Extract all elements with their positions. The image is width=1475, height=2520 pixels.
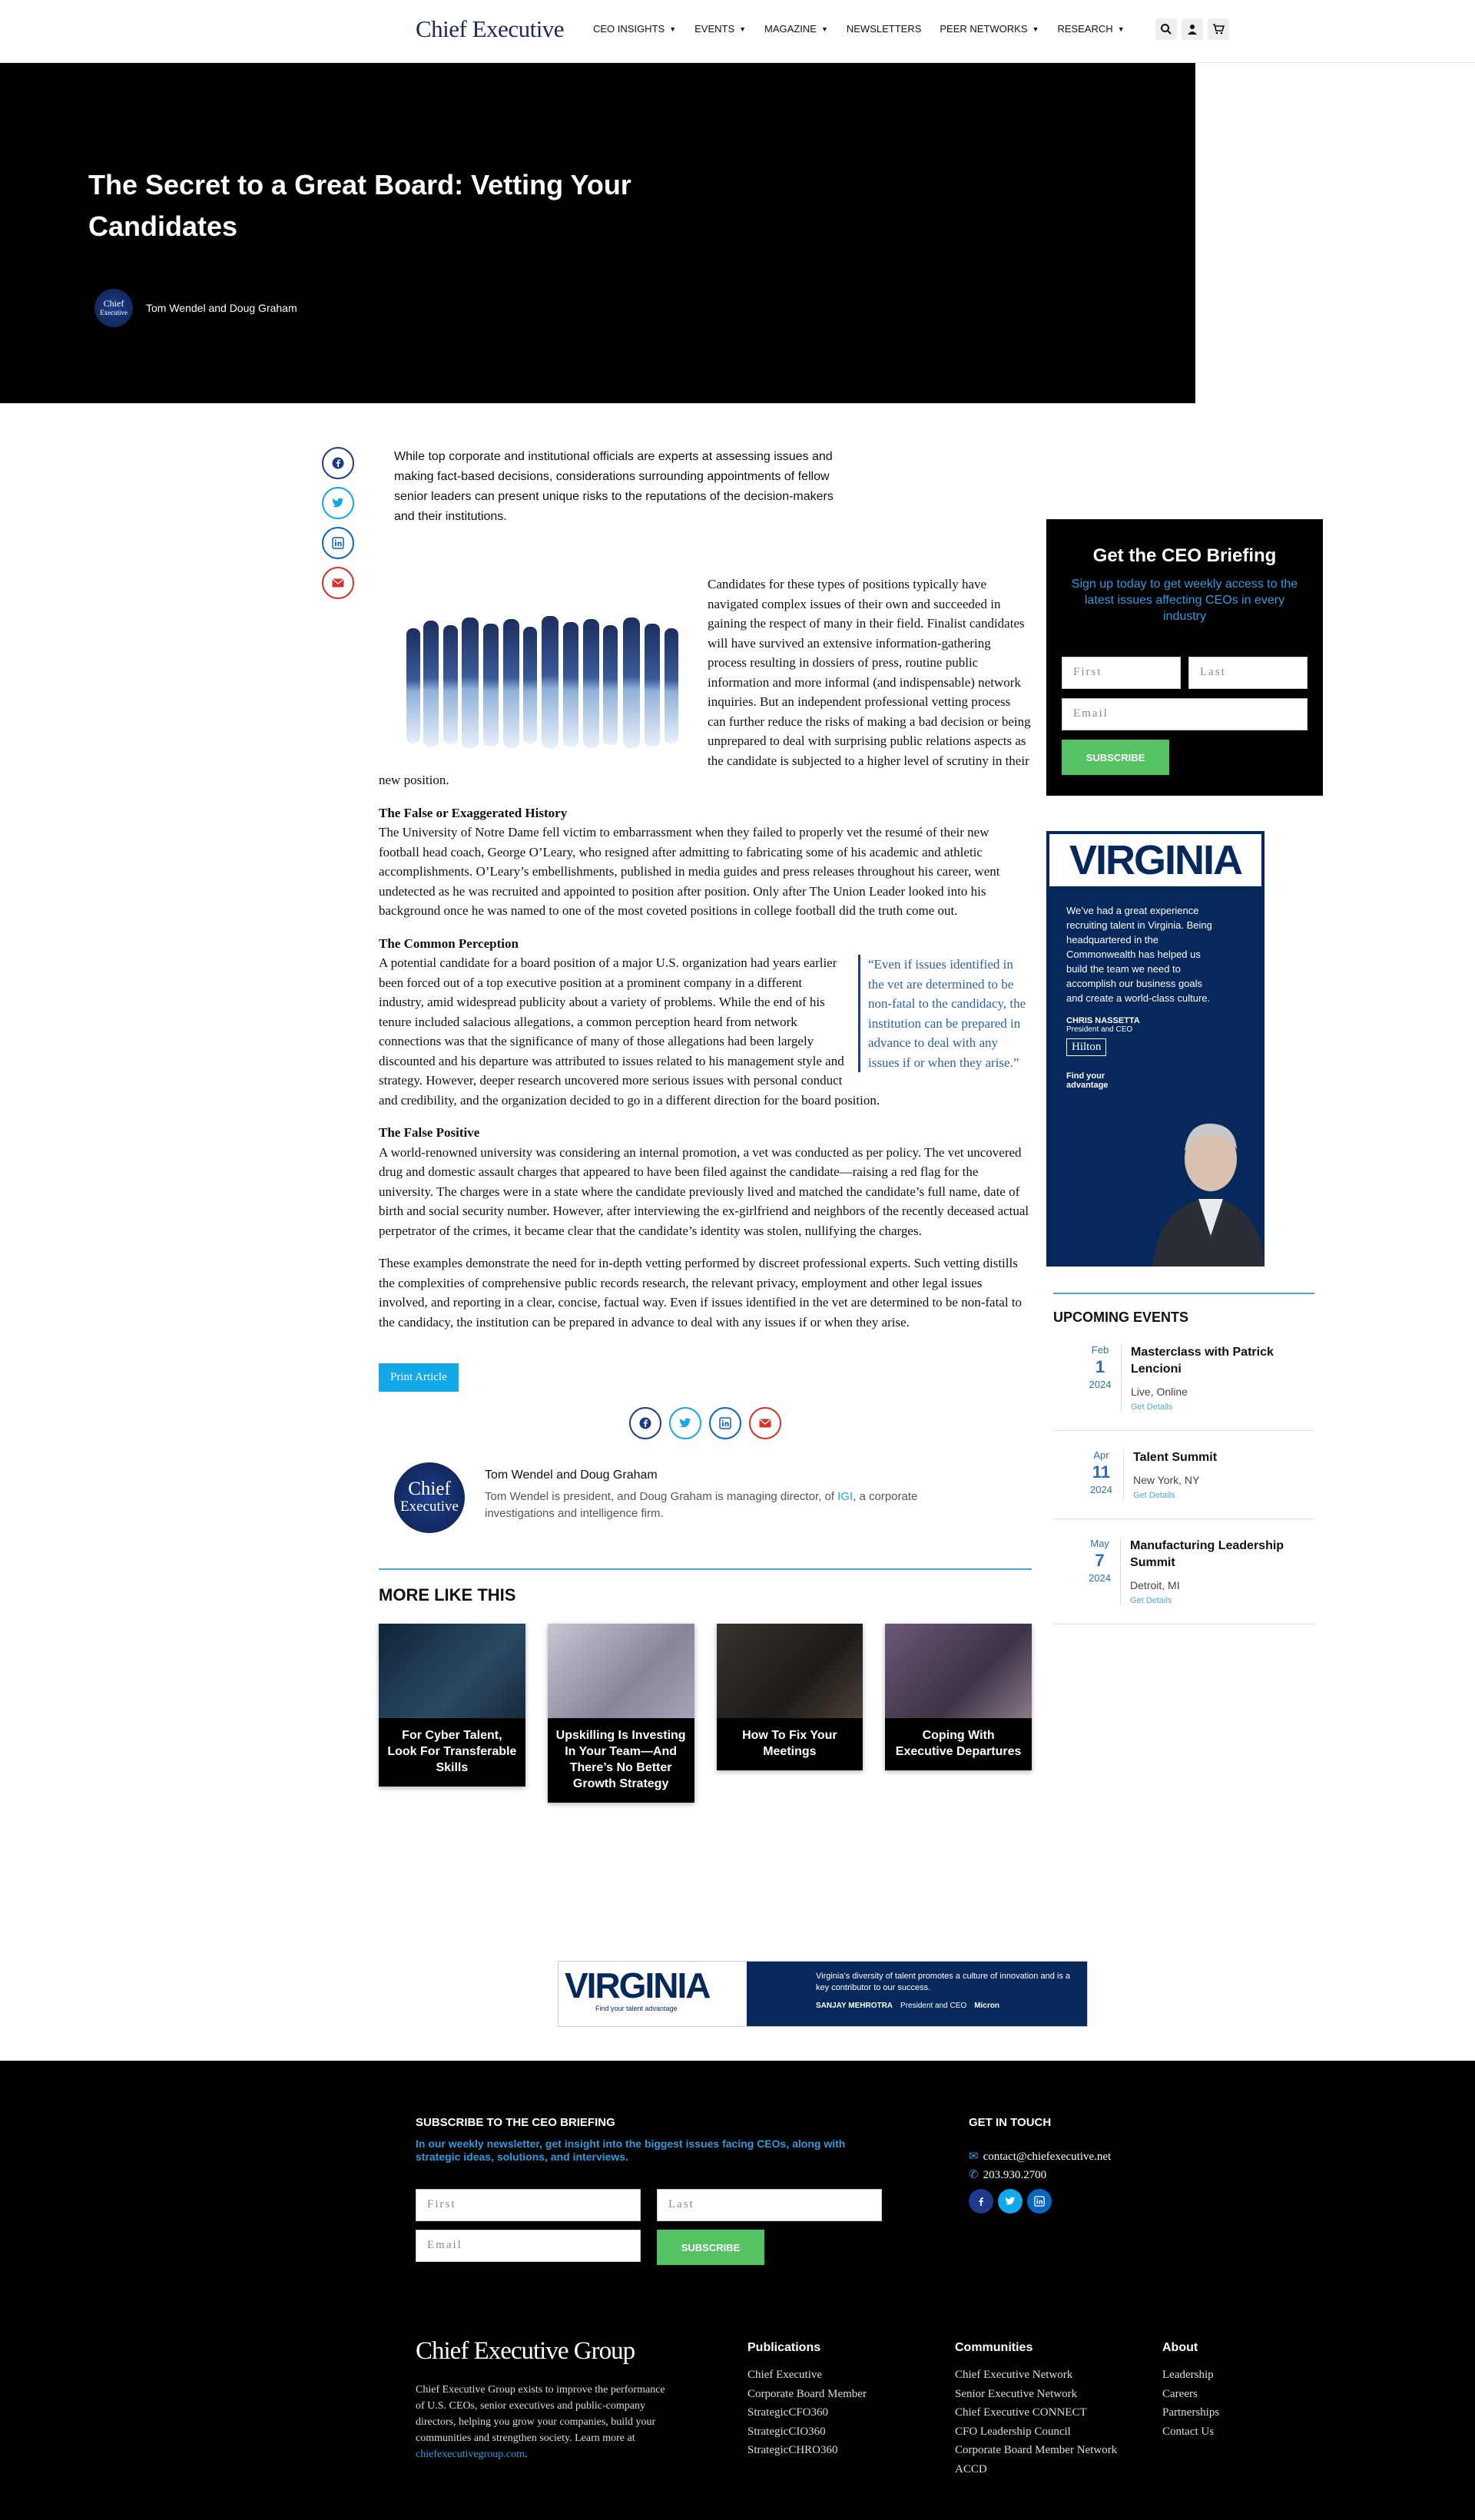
- footer-link[interactable]: Partnerships: [1162, 2406, 1220, 2419]
- article-paragraph: A world-renowned university was considering an internal promotion, a vet was conducted as per policy. The vet uncovered drug and domestic assault charges that appeared to have been filed against the candidate—raising a red flag for the university. The charges were in a state where the candidate previously lived and matched the candidate’s full name, date of birth and social security number. However, after interviewing the ex-girlfriend and neighbors of the recently deceased actual perpetrator of the crimes, it became clear that the candidate’s identity was stolen, nullifying the charges.: [379, 1144, 1029, 1238]
- more-like-this-title: MORE LIKE THIS: [379, 1585, 516, 1604]
- footer-subscribe-button[interactable]: SUBSCRIBE: [657, 2230, 764, 2265]
- event-item[interactable]: [1053, 1431, 1314, 1519]
- related-card[interactable]: [379, 1624, 525, 1787]
- nav-label: RESEARCH: [1057, 23, 1113, 35]
- user-icon[interactable]: [1182, 18, 1203, 40]
- avatar-text: Chief: [408, 1479, 451, 1499]
- email-icon: [759, 1419, 771, 1428]
- banner-brand: VIRGINIA: [565, 1965, 710, 2005]
- avatar-text: Executive: [100, 309, 128, 316]
- event-location: New York, NY: [1133, 1474, 1200, 1486]
- event-details-link[interactable]: Get Details: [1131, 1402, 1173, 1412]
- bio-text-part: Tom Wendel is president, and Doug Graham is managing director, of: [485, 1490, 838, 1503]
- event-day: 7: [1095, 1551, 1105, 1570]
- linkedin-icon: [332, 537, 344, 549]
- nav-label: MAGAZINE: [764, 23, 817, 35]
- article-paragraph: Candidates for these types of positions typically have navigated complex issues of their own and succeeded in gaining the respect of many in their field. Finalist candidates will have survived an extensive information-gathering process resulting in dossiers of press, routine public information and more informal (and indispensable) network inquiries. But an independent professional vetting process can further reduce the risks of making a bad decision or being unprepared to deal with surprising public relations aspects as the candidate is subjected to a higher level of scrutiny in their new position.: [379, 577, 1031, 787]
- group-link[interactable]: chiefexecutivegroup.com: [416, 2449, 525, 2460]
- event-day: 11: [1092, 1462, 1111, 1482]
- cart-icon[interactable]: [1208, 18, 1229, 40]
- event-title[interactable]: Masterclass with Patrick Lencioni: [1131, 1346, 1274, 1376]
- nav-label: EVENTS: [694, 23, 735, 35]
- briefing-subtitle: Sign up today to get weekly access to the latest issues affecting CEOs in every industry: [1071, 578, 1298, 623]
- event-location: Detroit, MI: [1130, 1579, 1180, 1591]
- email-icon: ✉: [969, 2151, 979, 2163]
- chevron-down-icon: ▼: [820, 25, 828, 33]
- card-title: Coping With Executive Departures: [895, 1729, 1022, 1758]
- ceo-briefing-signup: [1046, 519, 1323, 796]
- nav-label: NEWSLETTERS: [846, 23, 922, 35]
- linkedin-share-button[interactable]: [709, 1407, 741, 1439]
- event-month: Feb: [1091, 1344, 1109, 1356]
- footer-first-name-field[interactable]: First: [416, 2189, 641, 2221]
- card-image: [717, 1624, 863, 1718]
- author-name[interactable]: Tom Wendel and Doug Graham: [146, 302, 297, 314]
- ad-company: Hilton: [1066, 1038, 1106, 1056]
- card-title: For Cyber Talent, Look For Transferable Skills: [387, 1729, 517, 1774]
- ad-person: CHRIS NASSETTA: [1066, 1016, 1140, 1025]
- share-row: [379, 1407, 1032, 1439]
- phone-icon: ✆: [969, 2169, 979, 2181]
- linkedin-share-button[interactable]: [322, 527, 354, 559]
- footer-subscribe-title: SUBSCRIBE TO THE CEO BRIEFING: [416, 2116, 615, 2129]
- article-content: [379, 575, 1032, 1332]
- footer-col-title: Publications: [747, 2341, 821, 2354]
- contact-title: GET IN TOUCH: [969, 2116, 1052, 2129]
- banner-role: President and CEO: [900, 2002, 967, 2010]
- article-title: The Secret to a Great Board: Vetting Your Candidates: [88, 169, 631, 242]
- section-heading: The Common Perception: [379, 935, 519, 951]
- facebook-icon[interactable]: [969, 2189, 993, 2214]
- site-header: [0, 0, 1475, 63]
- group-text: Chief Executive Group exists to improve the performance of U.S. CEOs, senior executives and public-company directors, helping you grow your companies, build your communities and strengthen society. Learn more at: [416, 2384, 665, 2444]
- nav-ceo-insights[interactable]: [593, 23, 676, 35]
- ad-role: President and CEO: [1066, 1025, 1133, 1034]
- print-article-button[interactable]: Print Article: [379, 1363, 459, 1392]
- card-title: How To Fix Your Meetings: [742, 1729, 837, 1758]
- nav-newsletters[interactable]: [847, 23, 922, 35]
- nav-peer-networks[interactable]: [940, 23, 1039, 35]
- footer-link[interactable]: Contact Us: [1162, 2425, 1215, 2438]
- chevron-down-icon: ▼: [1117, 25, 1125, 33]
- author-avatar: [394, 1462, 465, 1533]
- card-image: [379, 1624, 525, 1718]
- main-nav: [593, 23, 1125, 35]
- card-title: Upskilling Is Investing In Your Team—And There’s No Better Growth Strategy: [555, 1729, 686, 1790]
- chevron-down-icon: ▼: [1032, 25, 1039, 33]
- banner-quote: Virginia’s diversity of talent promotes a culture of innovation and is a key contributor to our success.: [816, 1972, 1070, 1992]
- twitter-icon: [679, 1418, 691, 1429]
- twitter-icon[interactable]: [998, 2189, 1023, 2214]
- footer-link[interactable]: Chief Executive Network: [955, 2369, 1073, 2381]
- event-date: [1084, 1538, 1121, 1605]
- footer-col-about: [1162, 2341, 1219, 2441]
- ad-cta: Find your advantage: [1066, 1071, 1109, 1090]
- events-title: UPCOMING EVENTS: [1053, 1310, 1189, 1325]
- footer-link[interactable]: CFO Leadership Council: [955, 2425, 1071, 2438]
- related-card[interactable]: [548, 1624, 694, 1803]
- event-month: Apr: [1093, 1449, 1109, 1461]
- nav-label: PEER NETWORKS: [940, 23, 1028, 35]
- ad-quote: We’ve had a great experience recruiting talent in Virginia. Being headquartered in the Commonwealth has helped us build the team we need to accomplish our business goals and create a world-class culture.: [1066, 905, 1212, 1004]
- footer-link[interactable]: Chief Executive CONNECT: [955, 2406, 1087, 2419]
- twitter-share-button[interactable]: [669, 1407, 701, 1439]
- card-image: [548, 1624, 694, 1718]
- avatar-text: Chief: [103, 298, 124, 309]
- hero-author: [94, 289, 297, 327]
- subscribe-button[interactable]: SUBSCRIBE: [1062, 740, 1169, 775]
- article-paragraph: A potential candidate for a board position of a major U.S. organization had years earlier been forced out of a top executive position at a prominent company in a different industry, amid widespread publicity about a variety of problems. While the end of his tenure included salacious allegations, a common perception heard from network connections was that the significance of many of those allegations had been largely discounted and his departure was attributed to issues related to his management style and strategy. However, deeper research uncovered more serious issues with personal conduct and credibility, and the organization decided to go in a different direction for the board position.: [379, 955, 880, 1108]
- group-logo[interactable]: Chief Executive Group: [416, 2337, 635, 2365]
- event-title[interactable]: Talent Summit: [1133, 1451, 1218, 1464]
- email-share-button[interactable]: [749, 1407, 781, 1439]
- contact-email[interactable]: contact@chiefexecutive.net: [983, 2151, 1112, 2163]
- linkedin-icon[interactable]: [1027, 2189, 1052, 2214]
- banner-tag: Find your talent advantage: [595, 2005, 678, 2012]
- site-logo[interactable]: Chief Executive: [416, 15, 565, 42]
- footer-link[interactable]: Careers: [1162, 2387, 1198, 2400]
- contact-phone[interactable]: 203.930.2700: [983, 2169, 1047, 2181]
- avatar-text: Executive: [400, 1498, 459, 1515]
- event-day: 1: [1095, 1357, 1105, 1376]
- share-column: [322, 447, 354, 599]
- banner-company: Micron: [974, 2002, 999, 2010]
- author-bio: [394, 1462, 1032, 1533]
- event-month: May: [1090, 1538, 1109, 1549]
- nav-magazine[interactable]: [764, 23, 828, 35]
- group-text-end: .: [524, 2449, 528, 2460]
- search-icon[interactable]: [1155, 18, 1177, 40]
- article-body: [379, 447, 1032, 1803]
- article-hero: [0, 63, 1195, 403]
- event-location: Live, Online: [1131, 1386, 1188, 1398]
- footer-link[interactable]: StrategicCFO360: [747, 2406, 828, 2419]
- author-avatar: [94, 289, 133, 327]
- twitter-icon: [332, 498, 344, 508]
- article-image: [393, 598, 692, 763]
- card-image: [885, 1624, 1032, 1718]
- article-lead: While top corporate and institutional officials are experts at assessing issues and making fact-based decisions, considerations surrounding appointments of fellow senior leaders can present unique risks to the reputations of the decision-makers and their institutions.: [394, 450, 834, 523]
- bio-name: Tom Wendel and Doug Graham: [485, 1469, 658, 1482]
- related-card[interactable]: [885, 1624, 1032, 1770]
- section-heading: The False Positive: [379, 1125, 480, 1140]
- group-description: [416, 2382, 673, 2462]
- event-year: 2024: [1089, 1572, 1111, 1584]
- event-title[interactable]: Manufacturing Leadership Summit: [1130, 1539, 1284, 1569]
- ad-portrait: [1149, 1105, 1265, 1267]
- banner-person: SANJAY MEHROTRA: [816, 2002, 893, 2010]
- footer-col-title: Communities: [955, 2341, 1033, 2354]
- event-year: 2024: [1089, 1379, 1112, 1390]
- virginia-banner-ad[interactable]: [558, 1961, 1088, 2027]
- site-footer: [0, 2061, 1475, 2520]
- related-cards: [379, 1624, 1032, 1803]
- event-item[interactable]: [1053, 1326, 1314, 1431]
- linkedin-icon: [719, 1417, 731, 1429]
- bio-text-part: , a corporate investigations and intelligence firm.: [485, 1490, 918, 1520]
- last-name-field[interactable]: Last: [1188, 657, 1308, 689]
- footer-subscribe-text: In our weekly newsletter, get insight into the biggest issues facing CEOs, along with strategic ideas, solutions, and interviews.: [416, 2138, 846, 2163]
- footer-link[interactable]: StrategicCIO360: [747, 2425, 826, 2438]
- footer-link[interactable]: Corporate Board Member: [747, 2387, 867, 2400]
- footer-email-field[interactable]: Email: [416, 2230, 641, 2262]
- event-details-link[interactable]: Get Details: [1130, 1596, 1172, 1605]
- email-icon: [332, 578, 344, 588]
- nav-events[interactable]: [694, 23, 746, 35]
- section-heading: The False or Exaggerated History: [379, 805, 568, 820]
- header-icons: [1155, 18, 1229, 40]
- footer-col-publications: [747, 2341, 867, 2460]
- section-divider: [1053, 1293, 1314, 1294]
- footer-link[interactable]: StrategicCHRO360: [747, 2444, 838, 2456]
- facebook-share-button[interactable]: [322, 447, 354, 479]
- event-item[interactable]: [1053, 1519, 1314, 1624]
- nav-label: CEO INSIGHTS: [593, 23, 665, 35]
- bio-text: [485, 1488, 961, 1522]
- twitter-share-button[interactable]: [322, 487, 354, 519]
- nav-research[interactable]: [1057, 23, 1124, 35]
- facebook-icon: [639, 1417, 651, 1429]
- contact-info: [969, 2147, 1111, 2184]
- chevron-down-icon: ▼: [669, 25, 677, 33]
- footer-link[interactable]: Chief Executive: [747, 2369, 823, 2381]
- footer-col-title: About: [1162, 2341, 1198, 2354]
- email-share-button[interactable]: [322, 567, 354, 599]
- social-links: [969, 2189, 1052, 2214]
- event-date: [1084, 1344, 1122, 1412]
- igi-link[interactable]: IGI: [837, 1490, 854, 1503]
- article-paragraph: The University of Notre Dame fell victim to embarrassment when they failed to properly vet the resumé of their new football head coach, George O’Leary, who resigned after admitting to fabricating some of his academic and athletic accomplishments. O’Leary’s embellishments, published in media guides and press releases throughout his career, went undetected as he was recruited and appointed to position after position. Only after The Union Leader looked into his background once he was named to one of the most coveted positions in college football did the truth come out.: [379, 825, 1000, 918]
- upcoming-events: [1053, 1293, 1314, 1624]
- article-paragraph: These examples demonstrate the need for in-depth vetting performed by discreet professional experts. Such vetting distills the complexities of comprehensive public records research, the relevant privacy, employment and other legal issues involved, and reporting in a clear, concise, factual way. Even if issues identified in the vet are determined to be non-fatal to the candidacy, the institution can be prepared in advance to deal with any issues if or when they arise.: [379, 1256, 1023, 1330]
- facebook-share-button[interactable]: [629, 1407, 661, 1439]
- section-divider: [379, 1568, 1032, 1570]
- footer-last-name-field[interactable]: Last: [657, 2189, 882, 2221]
- event-date: [1084, 1449, 1124, 1500]
- footer-link[interactable]: Leadership: [1162, 2369, 1214, 2381]
- related-card[interactable]: [717, 1624, 863, 1770]
- footer-link[interactable]: Corporate Board Member Network: [955, 2444, 1118, 2456]
- first-name-field[interactable]: First: [1062, 657, 1181, 689]
- event-year: 2024: [1090, 1484, 1112, 1495]
- footer-link[interactable]: Senior Executive Network: [955, 2387, 1078, 2400]
- footer-link[interactable]: ACCD: [955, 2462, 987, 2475]
- footer-col-communities: [955, 2341, 1117, 2479]
- virginia-ad[interactable]: [1046, 831, 1265, 1267]
- ad-brand: VIRGINIA: [1049, 834, 1261, 886]
- pull-quote: “Even if issues identified in the vet are determined to be non-fatal to the candidacy, the institution can be prepared in advance to deal with any issues if or when they arise.”: [858, 955, 1032, 1072]
- briefing-title: Get the CEO Briefing: [1092, 545, 1277, 566]
- facebook-icon: [332, 457, 344, 469]
- event-details-link[interactable]: Get Details: [1133, 1491, 1175, 1500]
- email-field[interactable]: Email: [1062, 698, 1308, 730]
- chevron-down-icon: ▼: [739, 25, 747, 33]
